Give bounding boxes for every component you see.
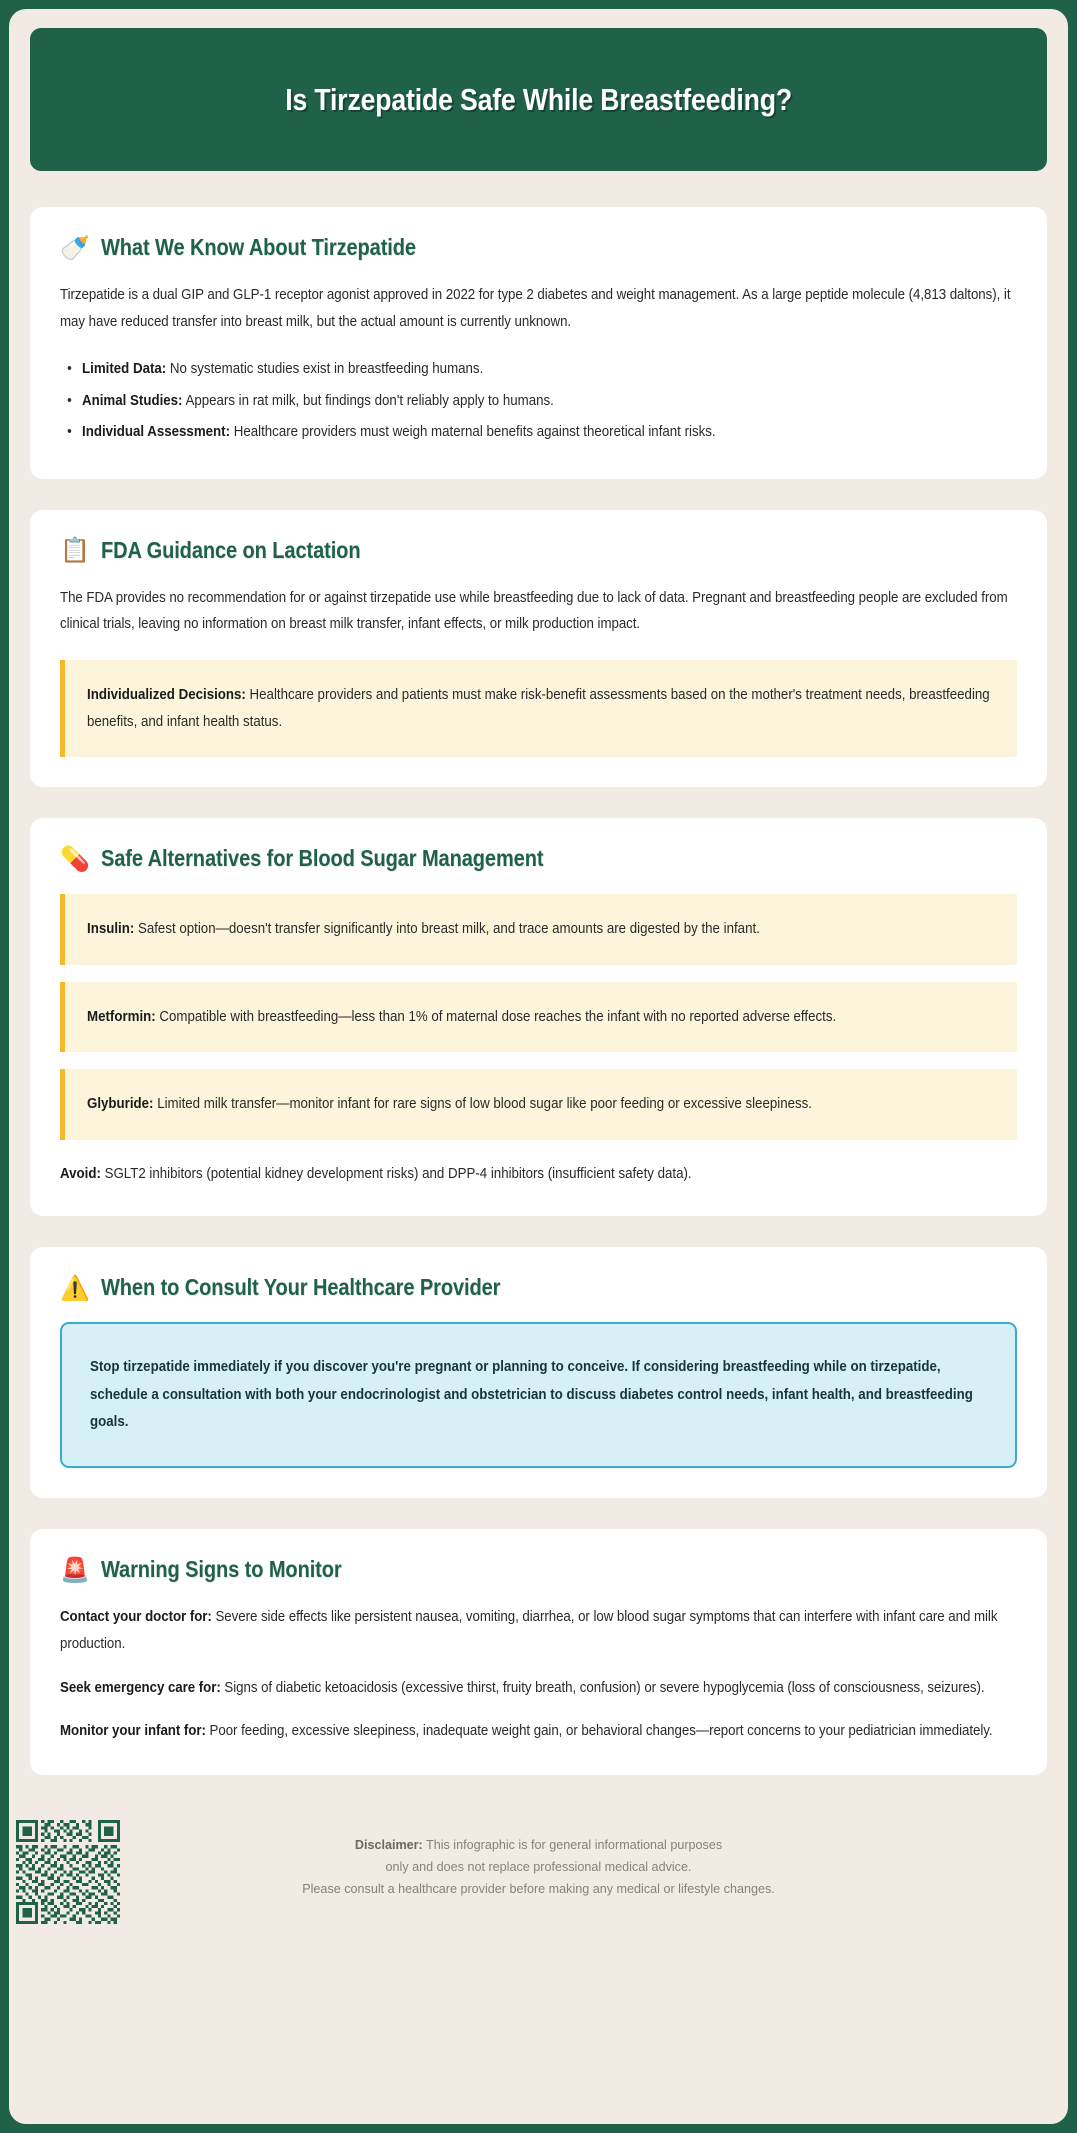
clipboard-icon: 📋 [60, 536, 90, 565]
footer [30, 1806, 1047, 1956]
warning-paragraph [60, 1675, 1017, 1702]
section-header [60, 845, 1017, 872]
avoid-text: SGLT2 inhibitors (potential kidney development risks) and DPP-4 inhibitors (insufficient safety data). [104, 1165, 692, 1182]
list-item-lead: Limited Data: [82, 360, 167, 377]
disclaimer-line-1-text: This infographic is for general informational purposes [422, 1837, 723, 1852]
warning-text: Severe side effects like persistent nausea, vomiting, diarrhea, or low blood sugar symptoms that can interfere with infant care and milk production. [60, 1609, 998, 1653]
page-title: Is Tirzepatide Safe While Breastfeeding? [285, 81, 792, 117]
list-item [82, 417, 1017, 449]
header-banner [30, 28, 1047, 171]
warning-lead: Seek emergency care for: [60, 1679, 221, 1696]
callout-lead: Insulin: [87, 921, 135, 938]
page-inner-surface [9, 9, 1068, 2124]
callout-individualized-decisions [60, 660, 1017, 757]
callout-body: Compatible with breastfeeding—less than 1% of maternal dose reaches the infant with no reported adverse effects. [159, 1008, 837, 1025]
section-what-we-know [30, 207, 1047, 479]
callout-glyburide [60, 1069, 1017, 1140]
alarm-light-icon: 🚨 [60, 1555, 90, 1584]
pill-icon: 💊 [60, 844, 90, 873]
disclaimer-line-2: only and does not replace professional medical advice. [385, 1859, 692, 1874]
warning-triangle-icon: ⚠️ [60, 1273, 90, 1302]
callout-body: Limited milk transfer—monitor infant for rare signs of low blood sugar like poor feeding or excessive sleepiness. [157, 1096, 812, 1113]
warning-text: Poor feeding, excessive sleepiness, inadequate weight gain, or behavioral changes—report concerns to your pediatrician immediately. [209, 1723, 993, 1740]
section-fda-guidance [30, 510, 1047, 787]
section-title: Warning Signs to Monitor [100, 1556, 342, 1583]
list-item-text: No systematic studies exist in breastfeeding humans. [169, 360, 484, 377]
section-title: When to Consult Your Healthcare Provider [100, 1274, 501, 1301]
avoid-lead: Avoid: [60, 1165, 101, 1182]
section-paragraph: The FDA provides no recommendation for or against tirzepatide use while breastfeeding due to lack of data. Pregnant and breastfeeding people are excluded from clinical trials, leaving no information on breast milk transfer, infant effects, or milk production impact. [60, 589, 1008, 633]
warning-paragraph [60, 1718, 1017, 1745]
list-item [82, 353, 1017, 385]
list-item-lead: Individual Assessment: [82, 424, 231, 441]
section-header [60, 537, 1017, 564]
callout-lead: Individualized Decisions: [87, 686, 246, 703]
warning-lead: Monitor your infant for: [60, 1723, 206, 1740]
list-item-text: Appears in rat milk, but findings don't reliably apply to humans. [185, 392, 554, 409]
callout-body: Healthcare providers and patients must make risk-benefit assessments based on the mother's treatment needs, breastfeeding benefits, and infant health status. [87, 686, 990, 730]
section-safe-alternatives [30, 818, 1047, 1216]
section-title: What We Know About Tirzepatide [100, 234, 416, 260]
warning-paragraph [60, 1604, 1017, 1657]
warning-lead: Contact your doctor for: [60, 1609, 212, 1626]
warning-text: Signs of diabetic ketoacidosis (excessive thirst, fruity breath, confusion) or severe hypoglycemia (loss of consciousness, seizures). [224, 1679, 985, 1696]
avoid-note [60, 1162, 1017, 1186]
list-item-text: Healthcare providers must weigh maternal benefits against theoretical infant risks. [233, 424, 716, 441]
section-title: Safe Alternatives for Blood Sugar Management [100, 845, 544, 872]
section-when-to-consult [30, 1247, 1047, 1498]
callout-text: Stop tirzepatide immediately if you discover you're pregnant or planning to conceive. If considering breastfeeding while on tirzepatide, schedule a consultation with both your endocrinologist and obstetrician to discuss diabetes control needs, infant health, and breastfeeding goals. [90, 1359, 973, 1430]
section-header [60, 234, 1017, 261]
callout-lead: Metformin: [87, 1008, 156, 1025]
callout-text [87, 1004, 993, 1031]
disclaimer-lead: Disclaimer: [354, 1837, 423, 1852]
callout-text [87, 916, 993, 943]
callout-lead: Glyburide: [87, 1096, 154, 1113]
disclaimer-line-1 [30, 1834, 1047, 1856]
section-warning-signs [30, 1529, 1047, 1774]
callout-body: Safest option—doesn't transfer significantly into breast milk, and trace amounts are digested by the infant. [137, 921, 760, 938]
section-header [60, 1556, 1017, 1583]
section-paragraph: Tirzepatide is a dual GIP and GLP-1 receptor agonist approved in 2022 for type 2 diabetes and weight management. As a large peptide molecule (4,813 daltons), it may have reduced transfer into breast milk, but the actual amount is currently unknown. [60, 287, 1011, 330]
callout-insulin [60, 894, 1017, 965]
callout-text [87, 1091, 993, 1118]
disclaimer-text [30, 1834, 1047, 1900]
section-header [60, 1274, 1017, 1301]
callout-consult-provider [60, 1322, 1017, 1468]
list-item-lead: Animal Studies: [82, 392, 183, 409]
callout-text [87, 682, 993, 735]
key-points-list [60, 353, 1017, 449]
callout-metformin [60, 982, 1017, 1053]
list-item [82, 385, 1017, 417]
baby-bottle-icon: 🍼 [60, 233, 90, 262]
section-title: FDA Guidance on Lactation [100, 536, 361, 563]
disclaimer-line-3: Please consult a healthcare provider before making any medical or lifestyle changes. [302, 1882, 775, 1897]
